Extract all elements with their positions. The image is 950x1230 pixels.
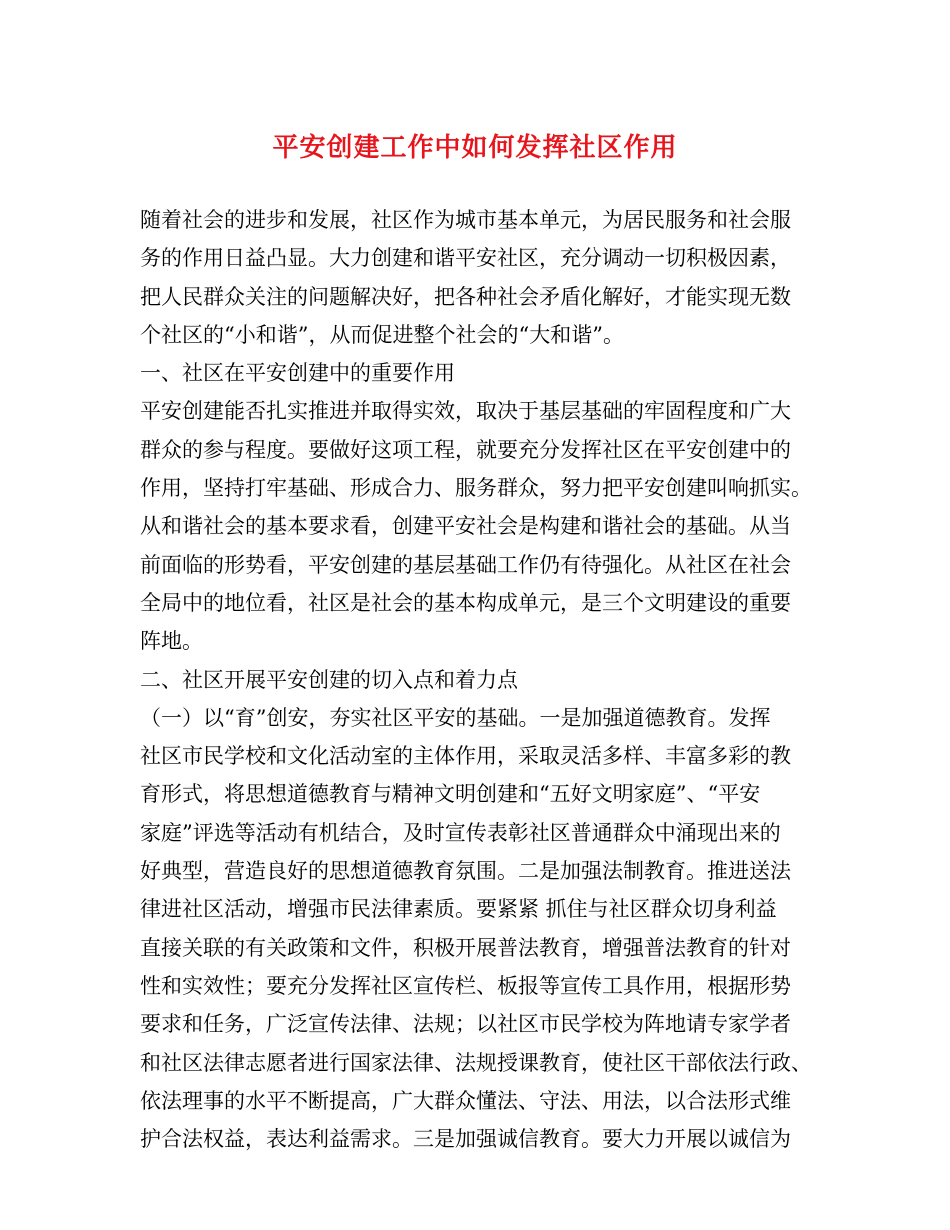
text-line: 育形式，将思想道德教育与精神文明创建和“五好文明家庭”、“平安 [140, 782, 761, 807]
text-line: （一）以“育”创安，夯实社区平安的基础。一是加强道德教育。发挥 [140, 705, 771, 730]
text-line: 家庭”评选等活动有机结合，及时宣传表彰社区普通群众中涌现出来的 [140, 820, 781, 845]
text-line: 阵地。 [140, 629, 203, 654]
text-line: 要求和任务，广泛宣传法律、法规；以社区市民学校为阵地请专家学者 [140, 1012, 791, 1037]
text-line: 性和实效性；要充分发挥社区宣传栏、板报等宣传工具作用，根据形势 [140, 973, 791, 998]
text-line: 个社区的“小和谐”，从而促进整个社会的“大和谐”。 [140, 322, 624, 347]
text-line: 从和谐社会的基本要求看，创建平安社会是构建和谐社会的基础。从当 [140, 514, 791, 539]
text-line: 依法理事的水平不断提高，广大群众懂法、守法、用法，以合法形式维 [140, 1088, 791, 1113]
text-line: 把人民群众关注的问题解决好，把各种社会矛盾化解好，才能实现无数 [140, 284, 791, 309]
text-line: 直接关联的有关政策和文件，积极开展普法教育，增强普法教育的针对 [140, 935, 791, 960]
text-line: 作用，坚持打牢基础、形成合力、服务群众，努力把平安创建叫响抓实。 [140, 476, 812, 501]
text-line: 平安创建能否扎实推进并取得实效，取决于基层基础的牢固程度和广大 [140, 399, 791, 424]
document-body [140, 201, 830, 1158]
text-line: 护合法权益，表达利益需求。三是加强诚信教育。要大力开展以诚信为 [140, 1127, 791, 1152]
text-line: 随着社会的进步和发展，社区作为城市基本单元，为居民服务和社会服 [140, 208, 791, 232]
text-line: 好典型，营造良好的思想道德教育氛围。二是加强法制教育。推进送法 [140, 859, 791, 884]
text-line: 社区市民学校和文化活动室的主体作用，采取灵活多样、丰富多彩的教 [140, 744, 791, 769]
document-title: 平安创建工作中如何发挥社区作用 [272, 133, 678, 163]
text-line: 前面临的形势看，平安创建的基层基础工作仍有待强化。从社区在社会 [140, 552, 791, 577]
text-line: 律进社区活动，增强市民法律素质。要紧紧 抓住与社区群众切身利益 [140, 897, 777, 922]
text-line: 二、社区开展平安创建的切入点和着力点 [140, 667, 518, 692]
text-line: 群众的参与程度。要做好这项工程，就要充分发挥社区在平安创建中的 [140, 437, 791, 462]
text-line: 全局中的地位看，社区是社会的基本构成单元，是三个文明建设的重要 [140, 590, 791, 615]
text-line: 务的作用日益凸显。大力创建和谐平安社区，充分调动一切积极因素， [140, 246, 791, 271]
text-line: 一、社区在平安创建中的重要作用 [140, 361, 455, 386]
text-line: 和社区法律志愿者进行国家法律、法规授课教育，使社区干部依法行政、 [140, 1050, 812, 1075]
